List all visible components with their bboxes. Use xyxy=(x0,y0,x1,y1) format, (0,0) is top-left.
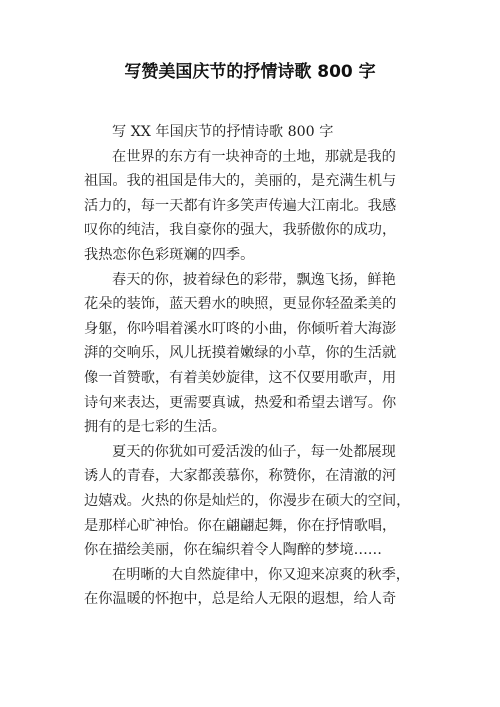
text-line: 边嬉戏。火热的你是灿烂的，你漫步在硕大的空间， xyxy=(84,492,411,509)
text-line: 在明晰的大自然旋律中，你又迎来凉爽的秋季， xyxy=(112,566,410,583)
text-line: 身躯，你吟唱着溪水叮咚的小曲，你倾听着大海澎 xyxy=(84,320,397,337)
paragraph-intro xyxy=(84,145,420,268)
text-line: 写 XX 年国庆节的抒情诗歌 800 字 xyxy=(112,124,334,140)
text-line: 花朵的装饰，蓝天碧水的映照，更显你轻盈柔美的 xyxy=(84,296,397,313)
document-body xyxy=(84,120,420,612)
text-line: 春天的你，披着绿色的彩带，飘逸飞扬，鲜艳 xyxy=(112,271,396,288)
text-line: 湃的交响乐，风儿抚摸着嫩绿的小草，你的生活就 xyxy=(84,345,397,362)
text-line: 像一首赞歌，有着美妙旋律，这不仅要用歌声，用 xyxy=(84,369,397,386)
document-title: 写赞美国庆节的抒情诗歌 800 字 xyxy=(124,62,376,82)
text-line: 在世界的东方有一块神奇的土地，那就是我的 xyxy=(112,148,396,165)
paragraph-autumn xyxy=(84,563,420,612)
text-line: 祖国。我的祖国是伟大的，美丽的，是充满生机与 xyxy=(84,173,397,190)
text-line: 是那样心旷神怡。你在翩翩起舞，你在抒情歌唱， xyxy=(84,517,397,534)
text-line: 拥有的是七彩的生活。 xyxy=(84,419,226,436)
text-line: 诗句来表达，更需要真诚，热爱和希望去谱写。你 xyxy=(84,394,397,411)
paragraph-subtitle xyxy=(84,120,420,145)
text-line: 在你温暖的怀抱中，总是给人无限的遐想，给人奇 xyxy=(84,591,397,608)
text-line: 我热恋你色彩斑斓的四季。 xyxy=(84,246,255,263)
text-line: 夏天的你犹如可爱活泼的仙子，每一处都展现 xyxy=(112,443,396,460)
text-line: 活力的，每一天都有许多笑声传遍大江南北。我感 xyxy=(84,197,397,214)
text-line: 你在描绘美丽，你在编织着令人陶醉的梦境…… xyxy=(84,542,382,559)
paragraph-spring xyxy=(84,268,420,440)
text-line: 叹你的纯洁，我自豪你的强大，我骄傲你的成功， xyxy=(84,222,397,239)
paragraph-summer xyxy=(84,440,420,563)
text-line: 诱人的青春，大家都羡慕你，称赞你，在清澈的河 xyxy=(84,468,397,485)
